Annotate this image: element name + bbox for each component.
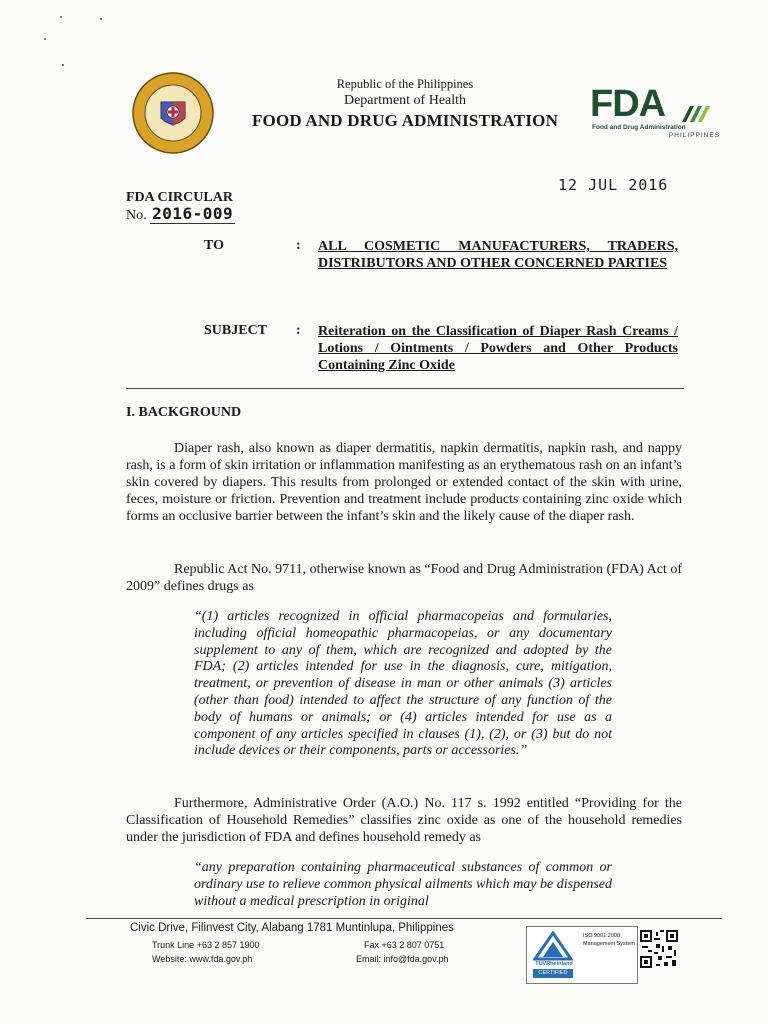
letterhead (230, 76, 580, 132)
tuv-brand: TÜVRheinland (535, 961, 573, 967)
scan-speck (44, 38, 46, 40)
to-value: ALL COSMETIC MANUFACTURERS, TRADERS, DISTRIBUTORS AND OTHER CONCERNED PARTIES (318, 239, 678, 271)
circular-label: FDA CIRCULAR (126, 190, 233, 205)
paragraph-ra-9711: Republic Act No. 9711, otherwise known as “Food and Drug Administration (FDA) Act of 2009” defines drugs as (126, 562, 682, 594)
circular-id (126, 190, 235, 224)
subject-colon: : (296, 323, 301, 338)
doh-seal-logo (132, 72, 214, 154)
tuv-triangle-icon (533, 931, 573, 961)
quote-household-remedy: “any preparation containing pharmaceutical substances of common or ordinary use to relieve common physical ailments which may be dispensed without a medical prescription in original (194, 860, 612, 909)
subject-label: SUBJECT (204, 323, 268, 338)
paragraph-ao-117: Furthermore, Administrative Order (A.O.) No. 117 s. 1992 entitled “Providing for the Classification of Household Remedies” classifies zinc oxide as one of the household remedies under the jurisdiction of FDA and defines household remedy as (126, 796, 682, 845)
agency-name: FOOD AND DRUG ADMINISTRATION (251, 111, 559, 130)
tuv-certified-label: CERTIFIED (533, 969, 573, 978)
footer-fax: Fax +63 2 807 0751 (364, 940, 445, 950)
circular-no-label: No. (126, 208, 147, 223)
republic-line: Republic of the Philippines (336, 77, 474, 91)
fda-logo-subtitle: Food and Drug Administration (592, 124, 686, 131)
footer-address: Civic Drive, Filinvest City, Alabang 1781 Muntinlupa, Philippines (130, 922, 454, 934)
footer-website: Website: www.fda.gov.ph (152, 954, 253, 964)
fda-logo-country: PHILIPPINES (668, 132, 720, 139)
circular-number: 2016-009 (152, 204, 234, 223)
scan-speck (62, 64, 64, 66)
iso-system: Management System (583, 941, 635, 947)
date-stamp: 12 JUL 2016 (558, 176, 669, 194)
fda-logo (590, 84, 720, 140)
footer-email: Email: info@fda.gov.ph (356, 954, 449, 964)
qr-code-icon (640, 930, 678, 968)
fda-logo-word: FDA (590, 83, 666, 125)
header-divider (126, 388, 684, 389)
fda-logo-stripes-icon (676, 100, 716, 122)
to-colon: : (296, 238, 301, 253)
iso-certification-badge (526, 926, 638, 984)
circular-number-row (126, 206, 235, 224)
section-heading: I. BACKGROUND (126, 405, 242, 420)
footer-divider (86, 918, 722, 919)
scan-speck (100, 18, 102, 20)
to-label: TO (204, 238, 224, 253)
footer-trunk-line: Trunk Line +63 2 857 1900 (152, 940, 260, 950)
department-line: Department of Health (343, 93, 467, 108)
scan-speck (60, 16, 62, 18)
paragraph-background: Diaper rash, also known as diaper dermatitis, napkin dermatitis, napkin rash, and nappy rash, is a form of skin irritation or inflammation manifesting as an erythematous rash on an infant’s skin covered by diapers. This results from prolonged or extended contact of the skin with urine, feces, moisture or friction. Prevention and treatment include products containing zinc oxide which forms an occlusive barrier between the infant’s skin and the likely cause of the diaper rash. (126, 441, 682, 524)
subject-value: Reiteration on the Classification of Diaper Rash Creams / Lotions / Ointments / Powders and Other Products Containing Zinc Oxide (318, 324, 678, 373)
quote-drug-definition: “(1) articles recognized in official pharmacopeias and formularies, including official homeopathic pharmacopeias, or any documentary supplement to any of them, which are recognized and adopted by the FDA; (2) articles intended for use in the diagnosis, cure, mitigation, treatment, or prevention of disease in man or other animals (3) articles (other than food) intended to affect the structure of any function of the body of humans or animals; or (4) articles intended for use as a component of any articles specified in clauses (1), (2), or (3) but do not include devices or their components, parts or accessories.” (194, 609, 612, 759)
iso-standard: ISO 9001:2008 (583, 933, 621, 939)
